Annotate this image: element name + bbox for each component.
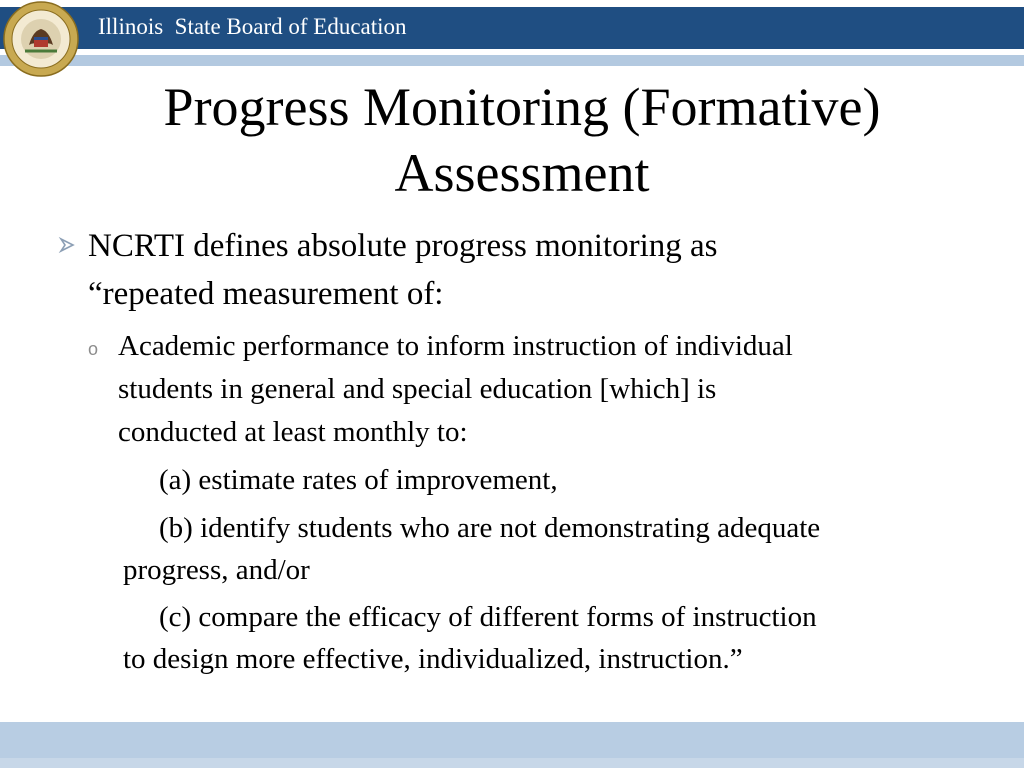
header-stripe [0,55,1024,66]
item-a: (a) estimate rates of improvement, [159,464,558,496]
bullet-ncrti [88,222,888,318]
sub-bullet-academic [118,325,968,454]
slide-title-line1: Progress Monitoring (Formative) [163,77,881,137]
header-title: Illinois State Board of Education [98,14,407,39]
sub-bullet-line3: conducted at least monthly to: [118,416,468,448]
sub-bullet-line2: students in general and special education [which] is [118,373,717,405]
slide-title [40,74,1004,206]
item-c-line2: to design more effective, individualized, instruction.” [123,643,743,675]
slide-title-line2: Assessment [394,143,650,203]
sub-bullet-line1: Academic performance to inform instruction of individual [118,330,793,362]
arrow-bullet-icon [58,236,76,254]
item-c-line1: (c) compare the efficacy of different forms of instruction [159,601,817,633]
illinois-state-seal-icon [3,1,79,77]
footer-line [0,758,1024,768]
item-c [123,596,963,680]
circle-bullet-icon: o [88,339,99,359]
item-b-line2: progress, and/or [123,554,310,586]
bullet-ncrti-line1: NCRTI defines absolute progress monitoring as [88,228,718,264]
item-b-line1: (b) identify students who are not demonstrating adequate [159,512,821,544]
bullet-ncrti-line2: “repeated measurement of: [88,276,444,312]
item-b [123,507,963,591]
